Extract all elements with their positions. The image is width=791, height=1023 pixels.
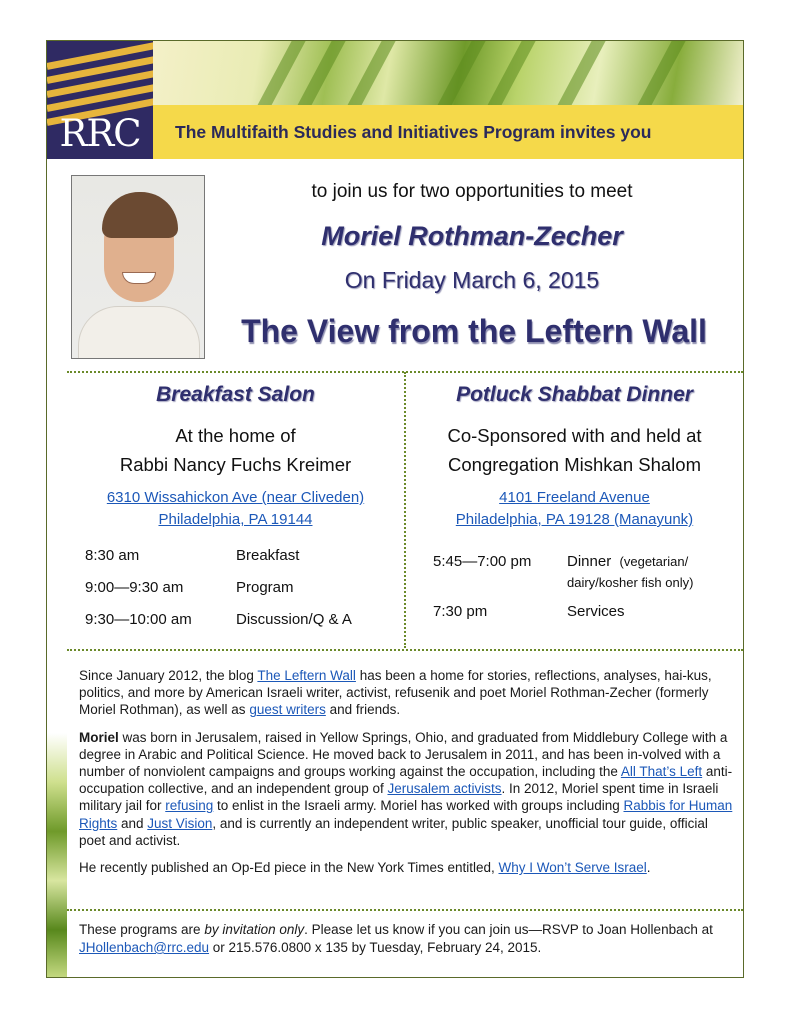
jerusalem-activists-link[interactable]: Jerusalem activists [387, 781, 502, 797]
dinner-section [406, 375, 743, 531]
palm-leaf-banner [153, 41, 743, 105]
dinner-address-link-1[interactable]: 4101 Freeland Avenue [499, 489, 650, 506]
invite-banner [153, 105, 743, 159]
schedule-time: 9:00—9:30 am [85, 579, 184, 596]
about-paragraph-1: Since January 2012, the blog The Leftern Wall has been a home for stories, reflections, analyses, hai-kus, politics, and more by American Israeli writer, activist, refusenik and poet Moriel Rothman-Zecher (formerly Moriel Rothman), as well as guest writers and friends. [79, 668, 712, 718]
diet-note-2: dairy/kosher fish only) [567, 575, 694, 590]
breakfast-schedule [85, 547, 385, 643]
schedule-row [85, 611, 385, 643]
schedule-row [85, 579, 385, 611]
about-section [79, 667, 735, 886]
dinner-schedule [433, 553, 733, 635]
rabbis-human-rights-link[interactable]: Rabbis for Human Rights [79, 798, 733, 831]
flyer [46, 40, 744, 978]
talk-title: The View from the Leftern Wall [241, 313, 707, 349]
schedule-time: 9:30—10:00 am [85, 611, 192, 628]
breakfast-location-1: At the home of [175, 425, 296, 446]
schedule-desc: Services [567, 603, 625, 620]
divider [67, 909, 743, 911]
event-date: On Friday March 6, 2015 [344, 267, 600, 293]
about-paragraph-2: Moriel was born in Jerusalem, raised in Yellow Springs, Ohio, and graduated from Middlebury College with a degree in Arabic and Political Science. He moved back to Jerusalem in 2011, and has been in-volved with a number of nonviolent campaigns and groups working against the occupation, including the All That’s Left anti-occupation collective, and an independent group of Jerusalem activists. In 2012, Moriel spent time in Israeli military jail for refusing to enlist in the Israeli army. Moriel has worked with groups including Rabbis for Human Rights and Just Vision, and is currently an independent writer, public speaker, unofficial tour guide, official poet and activist. [79, 729, 733, 848]
schedule-time: 7:30 pm [433, 603, 488, 620]
refusing-link[interactable]: refusing [165, 798, 214, 814]
schedule-desc: Discussion/Q & A [236, 611, 352, 628]
schedule-desc: Breakfast [236, 547, 300, 564]
rsvp-section: These programs are by invitation only. Please let us know if you can join us—RSVP to Joan Hollenbach at JHollenbach@rrc.edu or 215.576.0800 x 135 by Tuesday, February 24, 2015. [79, 922, 713, 955]
rsvp-email-link[interactable]: JHollenbach@rrc.edu [79, 940, 210, 955]
guest-writers-link[interactable]: guest writers [249, 702, 326, 718]
just-vision-link[interactable]: Just Vision [147, 815, 213, 831]
speaker-name: Moriel Rothman-Zecher [321, 221, 623, 251]
leftern-wall-link[interactable]: The Leftern Wall [257, 668, 356, 683]
divider [67, 649, 743, 651]
schedule-row [433, 603, 733, 635]
schedule-time: 5:45—7:00 pm [433, 553, 532, 570]
dinner-location-2: Congregation Mishkan Shalom [448, 454, 701, 475]
breakfast-address-link-2[interactable]: Philadelphia, PA 19144 [158, 511, 313, 528]
breakfast-location-2: Rabbi Nancy Fuchs Kreimer [119, 454, 352, 475]
schedule-desc: Program [236, 579, 294, 596]
schedule-desc: Dinner [567, 553, 612, 570]
logo-text: RRC [59, 112, 141, 155]
about-paragraph-3: He recently published an Op-Ed piece in the New York Times entitled, Why I Won’t Serve Israel. [79, 860, 651, 876]
breakfast-heading: Breakfast Salon [156, 383, 315, 406]
dinner-heading: Potluck Shabbat Dinner [456, 383, 693, 406]
schedule-time: 8:30 am [85, 547, 140, 564]
op-ed-link[interactable]: Why I Won’t Serve Israel [498, 860, 647, 876]
all-thats-left-link[interactable]: All That’s Left [620, 764, 703, 780]
schedule-row [433, 553, 733, 603]
dinner-location-1: Co-Sponsored with and held at [447, 425, 702, 446]
diet-note: (vegetarian/ [619, 554, 689, 569]
invite-text: The Multifaith Studies and Initiatives Program invites you [175, 121, 652, 142]
dinner-address-link-2[interactable]: Philadelphia, PA 19128 (Manayunk) [455, 511, 694, 528]
breakfast-address-link-1[interactable]: 6310 Wissahickon Ave (near Cliveden) [106, 489, 365, 506]
rrc-logo [47, 41, 153, 159]
breakfast-section [67, 375, 404, 531]
schedule-row [85, 547, 385, 579]
speaker-photo [71, 175, 205, 359]
side-palm-strip [47, 159, 67, 978]
join-line: to join us for two opportunities to meet [311, 181, 633, 202]
